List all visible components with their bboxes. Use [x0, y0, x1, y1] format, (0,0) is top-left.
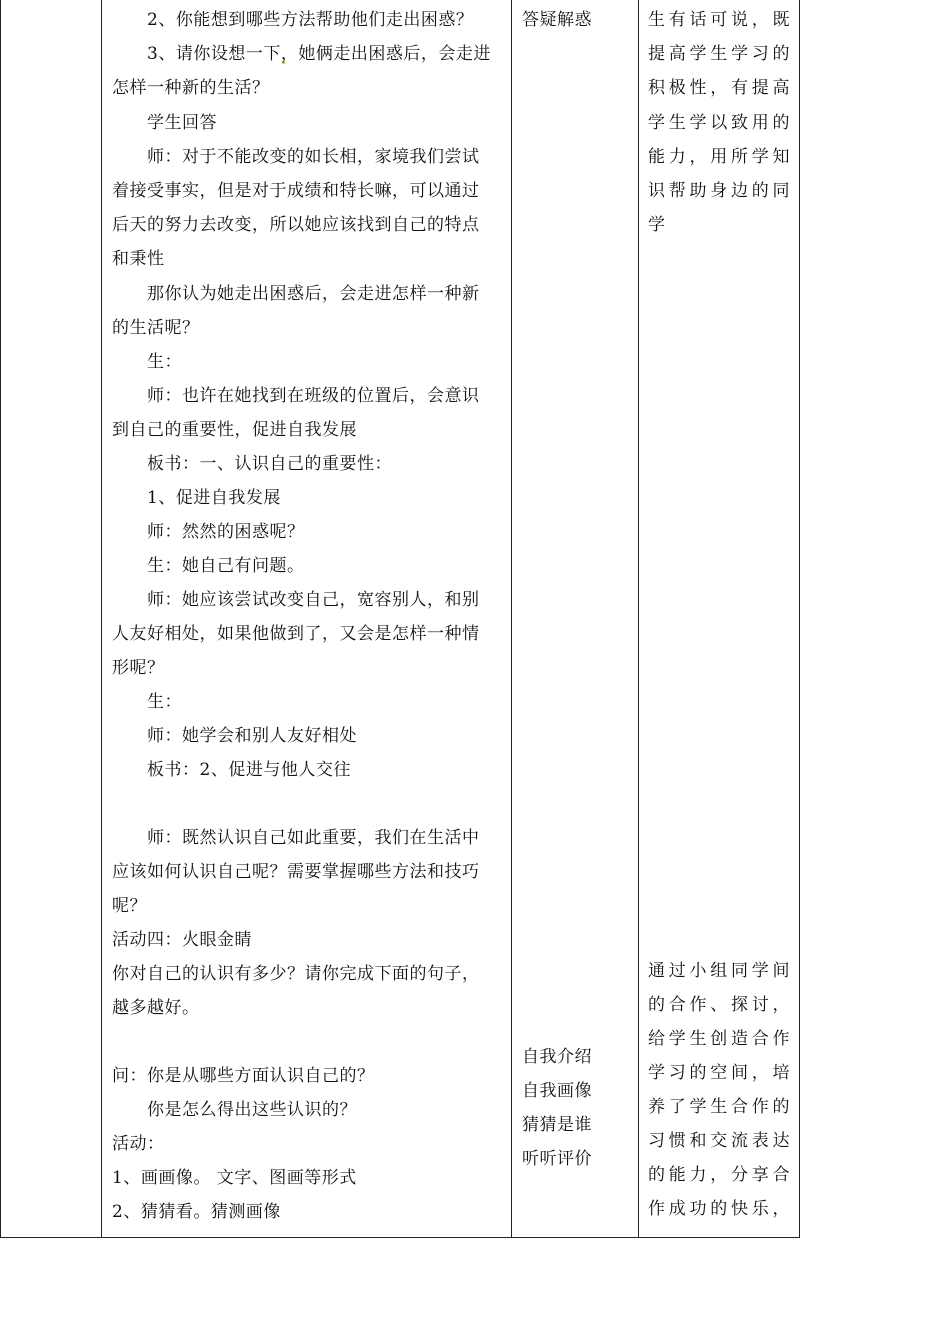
activity-line: 自我画像	[522, 1081, 592, 1101]
process-line: 活动四：火眼金睛	[112, 930, 252, 950]
process-line: 活动：	[112, 1134, 165, 1154]
intent-line: 生有话可说，既	[648, 10, 790, 30]
process-line: 形呢？	[112, 658, 165, 678]
process-line: 生：她自己有问题。	[147, 556, 305, 576]
intent-line: 的合作、探讨，	[648, 995, 790, 1015]
process-line: 越多越好。	[112, 998, 200, 1018]
process-line: 那你认为她走出困惑后，会走进怎样一种新	[147, 284, 480, 304]
table-border-left	[0, 0, 1, 1238]
intent-line: 给学生创造合作	[648, 1029, 790, 1049]
process-line: 你是怎么得出这些认识的？	[147, 1100, 357, 1120]
activity-line: 猜猜是谁	[522, 1115, 592, 1135]
intent-line: 养了学生合作的	[648, 1097, 790, 1117]
process-line: 师：她应该尝试改变自己，宽容别人，和别	[147, 590, 480, 610]
table-divider-1	[101, 0, 102, 1238]
intent-line: 提高学生学习的	[648, 44, 790, 64]
activity-line: 自我介绍	[522, 1047, 592, 1067]
process-line: 3、请你设想一下，她俩走出困惑后，会走进	[147, 44, 491, 64]
process-line: 学生回答	[147, 113, 217, 133]
intent-line: 作成功的快乐，	[648, 1199, 790, 1219]
process-line: 后天的努力去改变，所以她应该找到自己的特点	[112, 215, 480, 235]
process-line: 着接受事实，但是对于成绩和特长嘛，可以通过	[112, 181, 480, 201]
process-line: 师：也许在她找到在班级的位置后，会意识	[147, 386, 480, 406]
process-line: 呢？	[112, 896, 147, 916]
process-line: 的生活呢？	[112, 318, 200, 338]
process-line: 人友好相处，如果他做到了，又会是怎样一种情	[112, 624, 480, 644]
process-line: 师：对于不能改变的如长相，家境我们尝试	[147, 147, 480, 167]
process-line: 问：你是从哪些方面认识自己的？	[112, 1066, 375, 1086]
activity-line: 听听评价	[522, 1149, 592, 1169]
process-line: 你对自己的认识有多少？请你完成下面的句子，	[112, 964, 480, 984]
process-line: 板书：一、认识自己的重要性：	[147, 454, 392, 474]
process-line: 应该如何认识自己呢？需要掌握哪些方法和技巧	[112, 862, 480, 882]
process-line: 板书：2、促进与他人交往	[147, 760, 351, 780]
process-line: 师：然然的困惑呢？	[147, 522, 305, 542]
table-border-right	[799, 0, 800, 1238]
table-divider-2	[511, 0, 512, 1238]
intent-line: 学	[648, 215, 666, 235]
process-line: 到自己的重要性，促进自我发展	[112, 420, 357, 440]
intent-line: 积极性，有提高	[648, 78, 790, 98]
table-divider-3	[638, 0, 639, 1238]
process-line: 2、猜猜看。猜测画像	[112, 1202, 281, 1222]
process-line: 怎样一种新的生活？	[112, 78, 270, 98]
process-line: 2、你能想到哪些方法帮助他们走出困惑？	[147, 10, 474, 30]
intent-line: 能力，用所学知	[648, 147, 790, 167]
activity-line: 答疑解惑	[522, 10, 592, 30]
process-line: 和秉性	[112, 249, 165, 269]
process-line: 师：她学会和别人友好相处	[147, 726, 357, 746]
process-line: 生：	[147, 692, 182, 712]
intent-line: 的能力，分享合	[648, 1165, 790, 1185]
process-line: 1、促进自我发展	[147, 488, 281, 508]
intent-line: 习惯和交流表达	[648, 1131, 790, 1151]
intent-line: 学习的空间，培	[648, 1063, 790, 1083]
intent-line: 识帮助身边的同	[648, 181, 790, 201]
intent-line: 通过小组同学间	[648, 961, 790, 981]
intent-line: 学生学以致用的	[648, 113, 790, 133]
process-line: 1、画画像。 文字、图画等形式	[112, 1168, 357, 1188]
process-line: 师：既然认识自己如此重要，我们在生活中	[147, 828, 480, 848]
process-line: 生：	[147, 352, 182, 372]
table-border-bottom	[0, 1237, 800, 1238]
